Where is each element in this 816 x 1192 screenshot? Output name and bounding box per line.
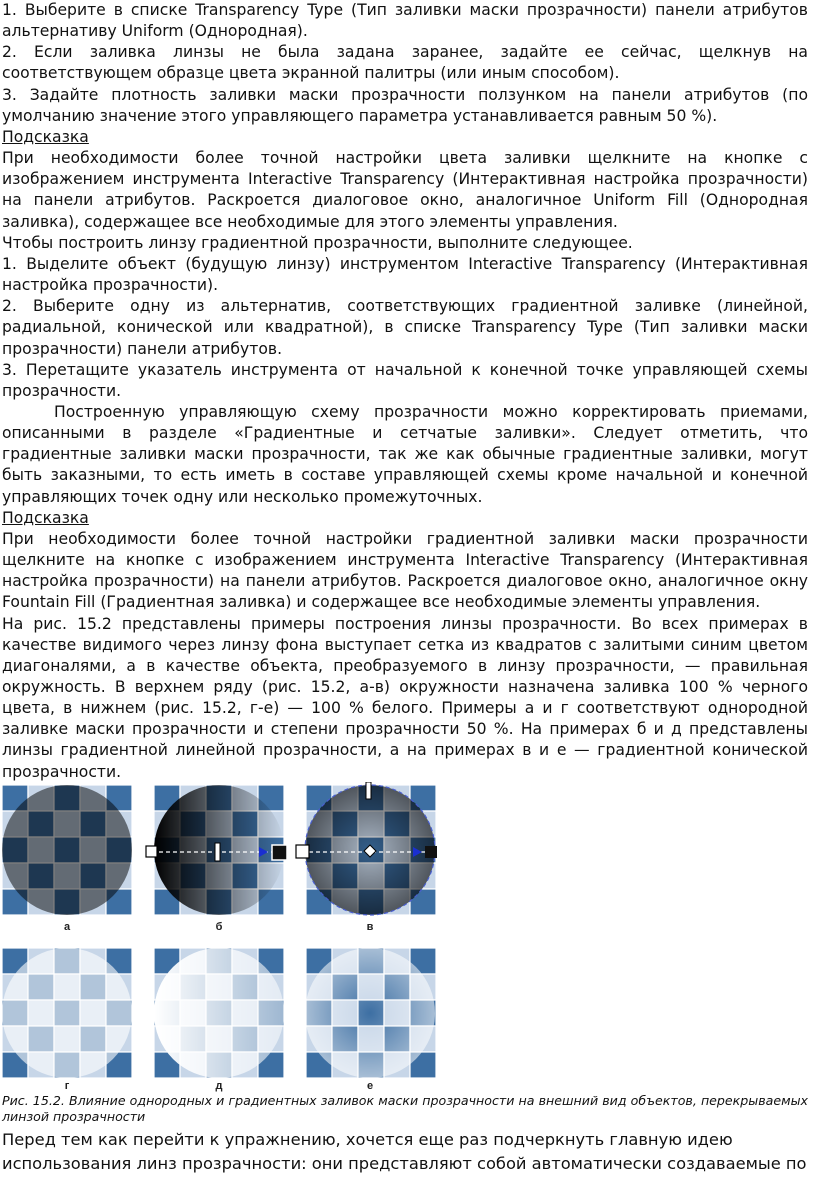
lens-circle <box>305 948 435 1078</box>
label-f: е <box>366 1080 374 1092</box>
gradient-end-handle <box>425 846 437 858</box>
angle-slider-icon <box>366 782 371 799</box>
document-body <box>2 0 808 783</box>
label-d: г <box>64 1080 70 1092</box>
figure-15-2 <box>0 782 440 1092</box>
figure-caption: Рис. 15.2. Влияние однородных и градиентных заливок маски прозрачности на внешний вид объектов, перекрываемых линзой прозрачности <box>2 1093 808 1124</box>
midpoint-slider-icon <box>215 843 220 861</box>
paragraph-gradient-step-1: 1. Выделите объект (будущую линзу) инструментом Interactive Transparency (Интерактивная настройка прозрачности). <box>2 254 808 295</box>
gradient-start-handle <box>146 846 157 857</box>
paragraph-step-2: 2. Если заливка линзы не была задана заранее, задайте ее сейчас, щелкнув на соответствующем образце цвета экранной палитры (или иным способом). <box>2 43 808 83</box>
panel-a <box>2 785 132 915</box>
panel-c <box>296 782 437 915</box>
paragraph-step-1: 1. Выберите в списке Transparency Type (Тип заливки маски прозрачности) панели атрибутов альтернативу Uniform (Однородная). <box>2 1 808 41</box>
lens-circle <box>2 785 132 915</box>
hint-heading-1: Подсказка <box>2 127 89 146</box>
closing-text: Перед тем как перейти к упражнению, хочется еще раз подчеркнуть главную идею использования линз прозрачности: они представляют собой автоматически создаваемые по <box>2 1130 807 1173</box>
hint-text-2: При необходимости более точной настройки градиентной заливки маски прозрачности щелкните на кнопке с изображением инструмента Interactive Transparency (Интерактивная настройка прозрачности) на панели атрибутов. Раскроется диалоговое окно, аналогичное окну Fountain Fill (Градиентная заливка) и содержащее все необходимые элементы управления. <box>2 529 808 612</box>
gradient-end-handle <box>272 845 287 860</box>
label-b: б <box>215 921 223 933</box>
paragraph-gradient-step-3: 3. Перетащите указатель инструмента от начальной к конечной точке управляющей схемы прозрачности. <box>2 360 808 400</box>
panel-d <box>2 948 132 1078</box>
hint-text-1: При необходимости более точной настройки цвета заливки щелкните на кнопке с изображением инструмента Interactive Transparency (Интерактивная настройка прозрачности) на панели атрибутов. Раскроется диалоговое окно, аналогичное Uniform Fill (Однородная заливка), содержащее все необходимые для этого элементы управления. <box>2 149 808 231</box>
lens-circle <box>2 948 132 1078</box>
paragraph-gradient-intro: Чтобы построить линзу градиентной прозрачности, выполните следующее. <box>2 233 633 252</box>
panel-e <box>154 948 284 1078</box>
paragraph-gradient-step-2: 2. Выберите одну из альтернатив, соответствующих градиентной заливке (линейной, радиальной, конической или квадратной), в списке Transparency Type (Тип заливки маски прозрачности) панели атрибутов. <box>2 297 808 358</box>
panel-b <box>146 785 287 915</box>
label-e: д <box>215 1080 223 1092</box>
paragraph-scheme-edit: Построенную управляющую схему прозрачности можно корректировать приемами, описанными в разделе «Градиентные и сетчатые заливки». Следует отметить, что градиентные заливки маски прозрачности, так же как обычные градиентные заливки, могут быть заказными, то есть иметь в составе управляющей схемы кроме начальной и конечной управляющих точек одну или несколько промежуточных. <box>2 402 808 506</box>
gradient-start-handle <box>296 845 309 858</box>
closing-paragraph <box>2 1128 808 1176</box>
label-a: а <box>63 921 71 933</box>
panel-f <box>305 948 436 1078</box>
hint-heading-2: Подсказка <box>2 508 89 527</box>
paragraph-step-3: 3. Задайте плотность заливки маски прозрачности ползунком на панели атрибутов (по умолчанию значение этого управляющего параметра устанавливается равным 50 %). <box>2 85 808 125</box>
label-c: в <box>366 921 374 933</box>
paragraph-figure-description: На рис. 15.2 представлены примеры построения линзы прозрачности. Во всех примерах в качестве видимого через линзу фона выступает сетка из квадратов с залитыми синим цветом диагоналями, а в качестве объекта, преобразуемого в линзу прозрачности, — правильная окружность. В верхнем ряду (рис. 15.2, а-в) окружности назначена заливка 100 % черного цвета, в нижнем (рис. 15.2, г-е) — 100 % белого. Примеры а и г соответствуют однородной заливке маски прозрачности и степени прозрачности 50 %. На примерах б и д представлены линзы градиентной линейной прозрачности, а на примерах в и е — градиентной конической прозрачности. <box>2 614 808 781</box>
